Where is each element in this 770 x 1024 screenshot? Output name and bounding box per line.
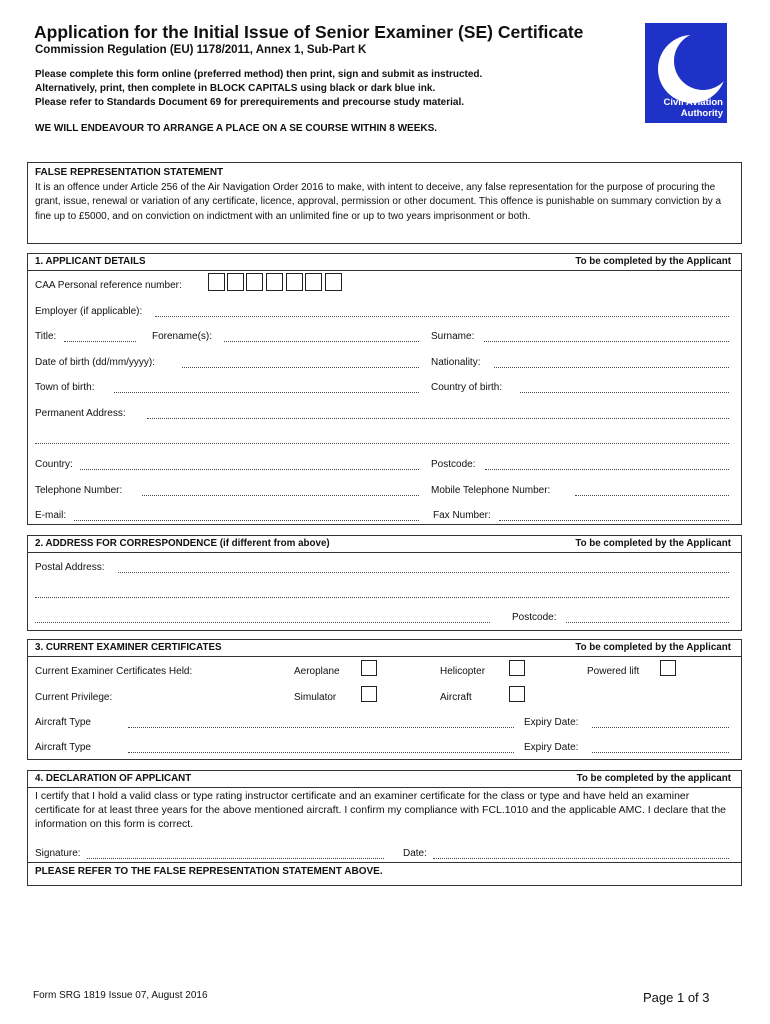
divider xyxy=(28,862,741,863)
section-tag: To be completed by the Applicant xyxy=(575,538,731,549)
section-title: 2. ADDRESS FOR CORRESPONDENCE (if different from above) xyxy=(35,538,330,549)
employer-field[interactable] xyxy=(155,316,729,317)
section-applicant-details xyxy=(27,253,742,525)
caa-ref-box[interactable] xyxy=(266,273,283,291)
surname-label: Surname: xyxy=(431,331,475,342)
aircraft-type-label: Aircraft Type xyxy=(35,742,91,753)
surname-field[interactable] xyxy=(484,341,729,342)
fax-field[interactable] xyxy=(499,520,729,521)
simulator-label: Simulator xyxy=(294,692,337,703)
caa-ref-box[interactable] xyxy=(227,273,244,291)
false-statement-heading: FALSE REPRESENTATION STATEMENT xyxy=(35,167,224,178)
telephone-field[interactable] xyxy=(142,495,419,496)
postal-address-line3[interactable] xyxy=(35,622,490,623)
certificates-held-label: Current Examiner Certificates Held: xyxy=(35,666,193,677)
mobile-field[interactable] xyxy=(575,495,729,496)
postcode-label: Postcode: xyxy=(431,459,476,470)
telephone-label: Telephone Number: xyxy=(35,485,123,496)
nationality-field[interactable] xyxy=(494,367,729,368)
address-label: Permanent Address: xyxy=(35,408,126,419)
country-birth-field[interactable] xyxy=(520,392,729,393)
email-label: E-mail: xyxy=(35,510,67,521)
section-header xyxy=(28,536,741,553)
corr-postcode-label: Postcode: xyxy=(512,612,557,623)
forenames-label: Forename(s): xyxy=(152,331,213,342)
instructions xyxy=(35,68,482,110)
refer-statement: PLEASE REFER TO THE FALSE REPRESENTATION STATEMENT ABOVE. xyxy=(35,866,383,877)
instruction-line: Please complete this form online (preferred method) then print, sign and submit as instructed. xyxy=(35,69,483,80)
caa-ref-box[interactable] xyxy=(286,273,303,291)
form-reference: Form SRG 1819 Issue 07, August 2016 xyxy=(33,990,208,1001)
town-field[interactable] xyxy=(114,392,419,393)
date-field[interactable] xyxy=(433,858,729,859)
signature-field[interactable] xyxy=(87,858,384,859)
helicopter-checkbox[interactable] xyxy=(509,660,525,676)
email-field[interactable] xyxy=(74,520,419,521)
section-header xyxy=(28,771,741,788)
dob-label: Date of birth (dd/mm/yyyy): xyxy=(35,357,156,368)
postal-address-label: Postal Address: xyxy=(35,562,105,573)
caa-ref-box[interactable] xyxy=(325,273,342,291)
dob-field[interactable] xyxy=(182,367,419,368)
caa-logo xyxy=(645,23,727,123)
caa-ref-box[interactable] xyxy=(246,273,263,291)
expiry-label: Expiry Date: xyxy=(524,717,579,728)
title-field[interactable] xyxy=(64,341,136,342)
section-correspondence-address xyxy=(27,535,742,631)
aircraft-label: Aircraft xyxy=(440,692,472,703)
signature-label: Signature: xyxy=(35,848,81,859)
powered-lift-label: Powered lift xyxy=(587,666,640,677)
simulator-checkbox[interactable] xyxy=(361,686,377,702)
country-birth-label: Country of birth: xyxy=(431,382,503,393)
forenames-field[interactable] xyxy=(224,341,419,342)
instruction-line: Alternatively, print, then complete in BLOCK CAPITALS using black or dark blue ink. xyxy=(35,83,436,94)
caa-ref-label: CAA Personal reference number: xyxy=(35,280,182,291)
date-label: Date: xyxy=(403,848,427,859)
postal-address-line2[interactable] xyxy=(35,597,729,598)
section-declaration xyxy=(27,770,742,886)
section-title: 1. APPLICANT DETAILS xyxy=(35,256,146,267)
fax-label: Fax Number: xyxy=(433,510,491,521)
corr-postcode-field[interactable] xyxy=(566,622,729,623)
powered-lift-checkbox[interactable] xyxy=(660,660,676,676)
caa-ref-box[interactable] xyxy=(208,273,225,291)
section-header xyxy=(28,640,741,657)
country-label: Country: xyxy=(35,459,73,470)
section-tag: To be completed by the Applicant xyxy=(575,642,731,653)
declaration-text: I certify that I hold a valid class or type rating instructor certificate and an examiner certificate for the class or type and have held an examiner certificate for at least three years for the above mentioned aircraft. I confirm my compliance with FCL.1010 and the applicable AMC. I declare that the information on this form is correct. xyxy=(35,790,727,830)
country-field[interactable] xyxy=(80,469,419,470)
endeavour-notice: WE WILL ENDEAVOUR TO ARRANGE A PLACE ON A SE COURSE WITHIN 8 WEEKS. xyxy=(35,123,438,134)
aircraft-type-field[interactable] xyxy=(128,727,514,728)
false-statement-body: It is an offence under Article 256 of the Air Navigation Order 2016 to make, with intent to deceive, any false representation for the purpose of procuring the grant, issue, renewal or variation of any certificate, licence, approval, permission or other document. This offence is punishable on summary conviction by a fine up to £5000, and on conviction on indictment with an unlimited fine or up to two years imprisonment or both. xyxy=(35,181,722,222)
employer-label: Employer (if applicable): xyxy=(35,306,143,317)
postcode-field[interactable] xyxy=(485,469,729,470)
caa-ref-box[interactable] xyxy=(305,273,322,291)
address-field[interactable] xyxy=(147,418,729,419)
expiry-field[interactable] xyxy=(592,752,729,753)
aeroplane-checkbox[interactable] xyxy=(361,660,377,676)
logo-text-line1: Civil Aviation xyxy=(663,97,723,108)
section-header xyxy=(28,254,741,271)
nationality-label: Nationality: xyxy=(431,357,481,368)
aircraft-checkbox[interactable] xyxy=(509,686,525,702)
form-title: Application for the Initial Issue of Senior Examiner (SE) Certificate xyxy=(34,22,584,42)
aeroplane-label: Aeroplane xyxy=(294,666,340,677)
form-subtitle: Commission Regulation (EU) 1178/2011, Annex 1, Sub-Part K xyxy=(35,44,367,56)
section-current-certificates xyxy=(27,639,742,760)
title-label: Title: xyxy=(35,331,57,342)
postal-address-field[interactable] xyxy=(118,572,729,573)
false-representation-box xyxy=(27,162,742,244)
instruction-line: Please refer to Standards Document 69 for prerequirements and precourse study material. xyxy=(35,97,465,108)
aircraft-type-label: Aircraft Type xyxy=(35,717,91,728)
aircraft-type-field[interactable] xyxy=(128,752,514,753)
helicopter-label: Helicopter xyxy=(440,666,486,677)
section-title: 4. DECLARATION OF APPLICANT xyxy=(35,773,192,784)
town-label: Town of birth: xyxy=(35,382,95,393)
section-tag: To be completed by the Applicant xyxy=(575,256,731,267)
mobile-label: Mobile Telephone Number: xyxy=(431,485,551,496)
section-tag: To be completed by the applicant xyxy=(576,773,731,784)
privilege-label: Current Privilege: xyxy=(35,692,113,703)
logo-text-line2: Authority xyxy=(680,108,723,119)
address-field-line2[interactable] xyxy=(35,443,729,444)
expiry-field[interactable] xyxy=(592,727,729,728)
section-title: 3. CURRENT EXAMINER CERTIFICATES xyxy=(35,642,222,653)
expiry-label: Expiry Date: xyxy=(524,742,579,753)
page-number: Page 1 of 3 xyxy=(643,990,710,1005)
